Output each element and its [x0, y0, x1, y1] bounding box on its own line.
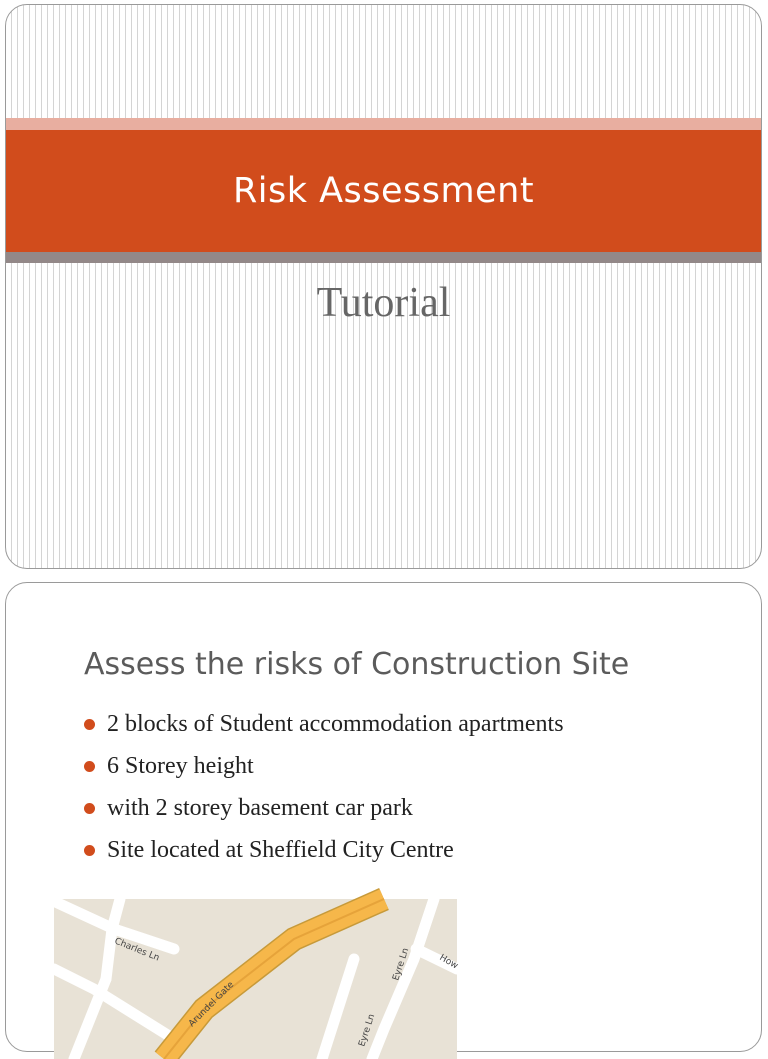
bullet-dot-icon: [84, 719, 95, 730]
bullet-list: [84, 703, 564, 871]
title-band-bottom-stripe: [6, 252, 761, 263]
bullet-item: [84, 787, 564, 829]
bullet-dot-icon: [84, 845, 95, 856]
bullet-text: with 2 storey basement car park: [107, 795, 413, 821]
map-svg: [54, 899, 460, 1059]
map-label-eyre-ln: Eyre Ln: [391, 946, 412, 982]
map-label-eyre-ln-2: Eyre Ln: [357, 1012, 378, 1048]
content-heading: Assess the risks of Construction Site: [84, 647, 630, 682]
slide-subtitle: Tutorial: [316, 280, 451, 326]
bullet-text: Site located at Sheffield City Centre: [107, 837, 454, 863]
slide-title: Risk Assessment: [232, 171, 535, 211]
bullet-text: 6 Storey height: [107, 753, 254, 779]
bullet-dot-icon: [84, 803, 95, 814]
map-label-arundel-gate: Arundel Gate: [187, 980, 237, 1030]
bullet-item: [84, 829, 564, 871]
bullet-item: [84, 703, 564, 745]
bullet-text: 2 blocks of Student accommodation apartments: [107, 711, 564, 737]
site-map: [54, 899, 460, 1059]
bullet-item: [84, 745, 564, 787]
map-label-charles-ln: Charles Ln: [112, 936, 161, 964]
content-slide: [5, 582, 762, 1052]
title-slide: [5, 4, 762, 569]
title-band-top-stripe: [6, 118, 761, 130]
bullet-dot-icon: [84, 761, 95, 772]
map-label-how: How: [437, 952, 460, 972]
